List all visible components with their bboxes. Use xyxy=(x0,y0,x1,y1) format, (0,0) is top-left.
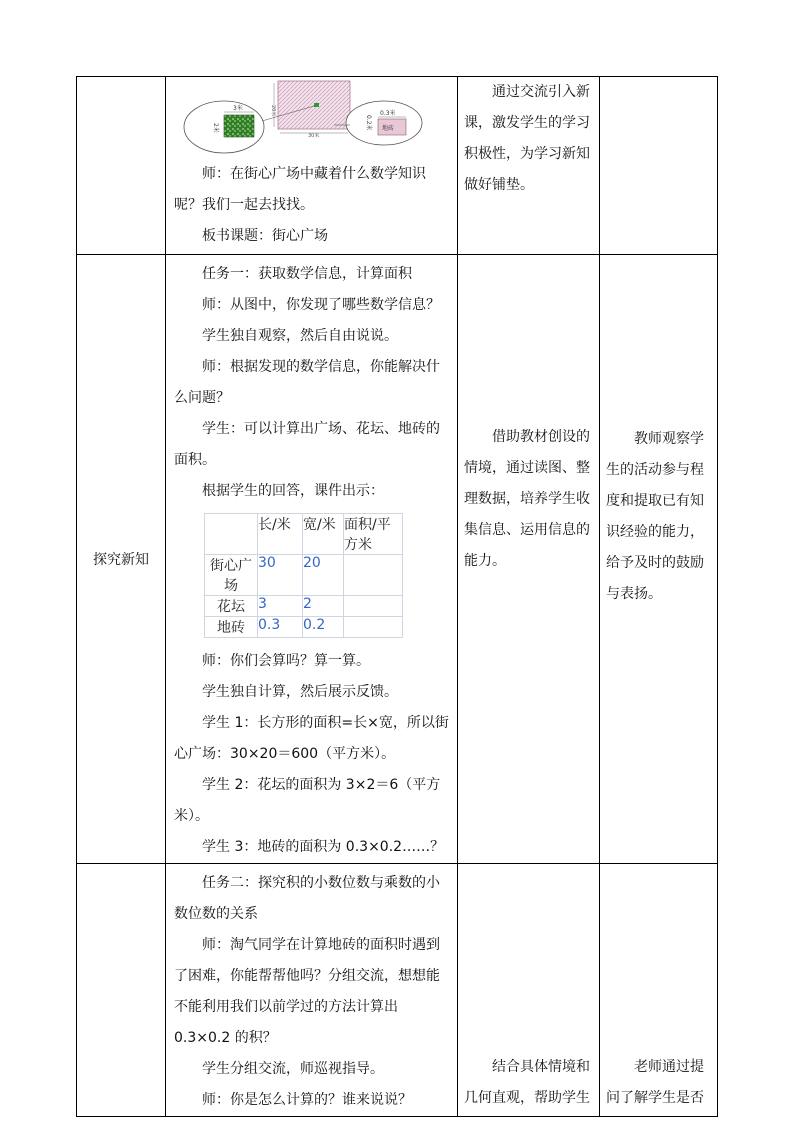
section-label: 探究新知 xyxy=(93,552,149,568)
value-cell xyxy=(344,596,403,617)
table-row xyxy=(205,596,403,617)
intent-cell xyxy=(458,864,600,1117)
paragraph: 通过交流引入新课，激发学生的学习积极性，为学习新知做好铺垫。 xyxy=(464,84,590,193)
paragraph: 学生：可以计算出广场、花坛、地砖的面积。 xyxy=(174,421,440,468)
value-cell xyxy=(344,555,403,596)
table-row xyxy=(205,617,403,638)
table-row xyxy=(205,555,403,596)
intent-cell xyxy=(458,255,600,864)
value-cell xyxy=(344,617,403,638)
tile-label: 地砖 xyxy=(382,125,395,132)
value-cell: 20 xyxy=(303,555,344,596)
value-cell: 0.2 xyxy=(303,617,344,638)
assessment-cell xyxy=(600,77,718,255)
header-cell: 宽/米 xyxy=(303,514,344,555)
plaza-diagram xyxy=(166,77,458,159)
activity-cell xyxy=(166,255,458,864)
paragraph: 学生独自观察，然后自由说说。 xyxy=(202,328,398,344)
paragraph: 师：在街心广场中藏着什么数学知识呢？我们一起去找找。 xyxy=(174,166,426,213)
header-cell xyxy=(205,514,258,555)
paragraph: 教师观察学生的活动参与程度和提取已有知识经验的能力，给予及时的鼓励与表扬。 xyxy=(606,431,704,602)
flower-width-label: 3米 xyxy=(233,105,243,112)
paragraph: 结合具体情境和几何直观，帮助学生 xyxy=(464,1059,590,1106)
paragraph: 学生 2：花坛的面积为 3×2＝6（平方米）。 xyxy=(174,777,441,824)
activity-cell xyxy=(166,864,458,1117)
section-label-cell xyxy=(77,255,166,864)
header-cell: 面积/平方米 xyxy=(344,514,403,555)
table-row xyxy=(77,255,718,864)
assessment-cell xyxy=(600,864,718,1117)
flower-marker xyxy=(314,103,319,107)
value-cell: 30 xyxy=(258,555,303,596)
intent-cell xyxy=(458,77,600,255)
tile-width-label: 0.3米 xyxy=(380,110,396,117)
flower-height-label: 2米 xyxy=(212,123,219,133)
paragraph: 学生 1：长方形的面积=长×宽，所以街心广场：30×20＝600（平方米）。 xyxy=(174,715,449,762)
paragraph: 板书课题：街心广场 xyxy=(202,228,328,244)
table-header-row xyxy=(205,514,403,555)
paragraph: 师：根据发现的数学信息，你能解决什么问题？ xyxy=(174,359,440,406)
stage-cell xyxy=(77,864,166,1117)
activity-cell xyxy=(166,77,458,255)
table-row xyxy=(77,77,718,255)
value-cell: 3 xyxy=(258,596,303,617)
paragraph: 学生独自计算，然后展示反馈。 xyxy=(202,684,398,700)
value-cell: 2 xyxy=(303,596,344,617)
paragraph: 任务二：探究积的小数位数与乘数的小数位数的关系 xyxy=(174,875,440,922)
table-row xyxy=(77,864,718,1117)
flower-bed-rect xyxy=(224,115,254,137)
paragraph: 师：你们会算吗？算一算。 xyxy=(202,653,370,669)
paragraph: 借助教材创设的情境，通过读图、整理数据，培养学生收集信息、运用信息的能力。 xyxy=(464,428,590,569)
paragraph: 师：你是怎么计算的？谁来说说？ xyxy=(202,1092,412,1108)
lesson-plan-table xyxy=(76,76,718,1117)
plaza-figure xyxy=(166,77,457,159)
paragraph: 师：从图中，你发现了哪些数学信息？ xyxy=(202,297,440,313)
assessment-cell xyxy=(600,255,718,864)
paragraph: 老师通过提问了解学生是否 xyxy=(606,1059,704,1106)
plaza-width-label: 30米 xyxy=(308,133,320,139)
paragraph: 师：淘气同学在计算地砖的面积时遇到了困难，你能帮帮他吗？分组交流，想想能不能利用我们以前学过的方法计算出 0.3×0.2 的积？ xyxy=(174,937,440,1046)
paragraph: 学生分组交流，师巡视指导。 xyxy=(202,1061,384,1077)
paragraph: 学生 3：地砖的面积为 0.3×0.2……？ xyxy=(202,839,445,855)
paragraph: 根据学生的回答，课件出示： xyxy=(202,483,384,499)
stage-cell xyxy=(77,77,166,255)
row-header-cell: 花坛 xyxy=(205,596,258,617)
data-table xyxy=(204,513,403,638)
row-header-cell: 街心广场 xyxy=(205,555,258,596)
plaza-height-label: 20米 xyxy=(270,105,276,117)
row-header-cell: 地砖 xyxy=(205,617,258,638)
header-cell: 长/米 xyxy=(258,514,303,555)
paragraph: 任务一：获取数学信息，计算面积 xyxy=(202,266,412,282)
tile-height-label: 0.2米 xyxy=(365,115,372,131)
value-cell: 0.3 xyxy=(258,617,303,638)
